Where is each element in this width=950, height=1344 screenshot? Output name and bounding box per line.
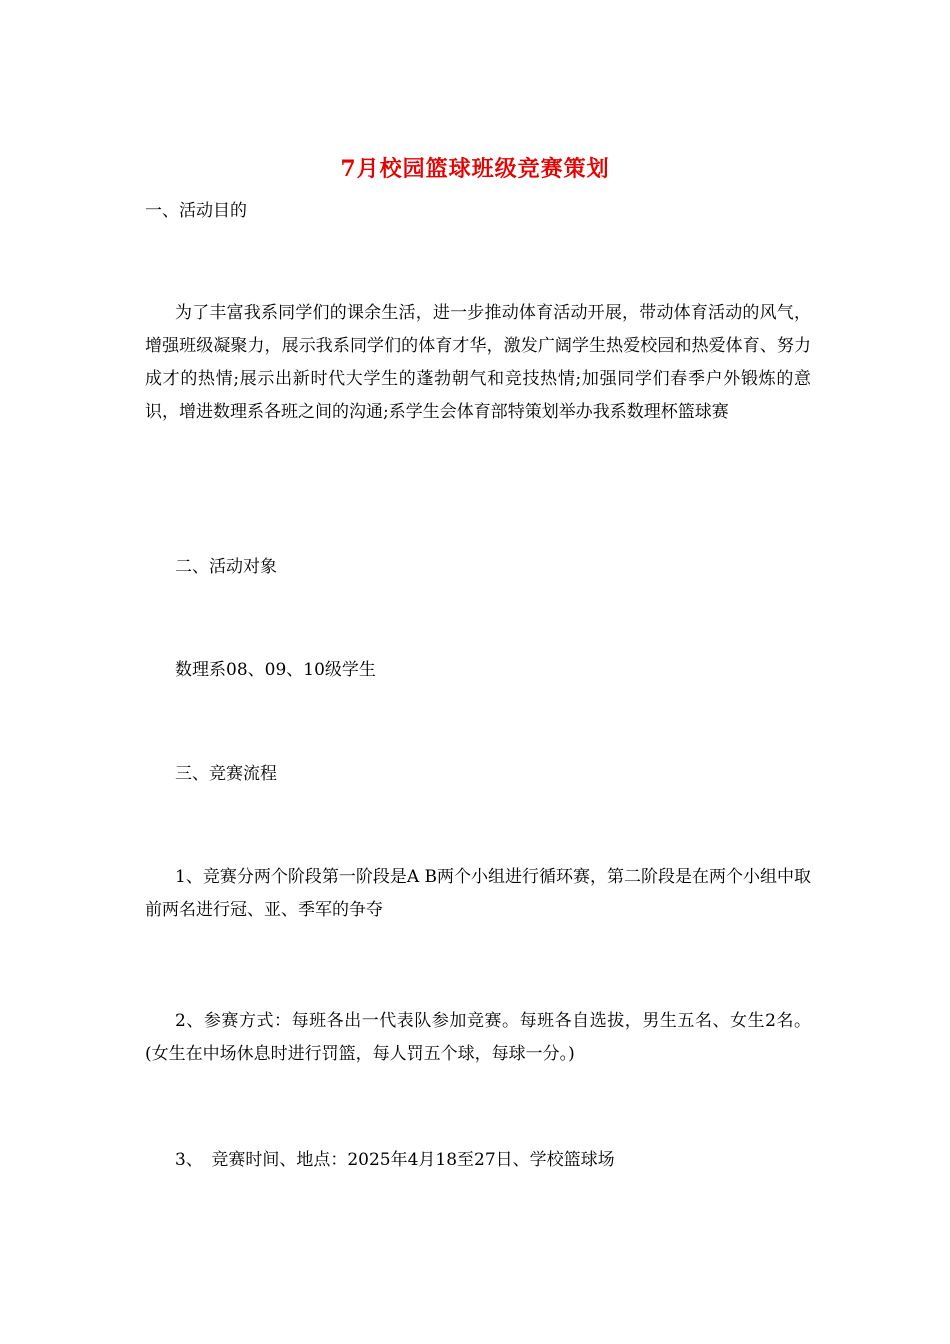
section-heading-purpose: 一、活动目的: [145, 201, 247, 221]
section-heading-participants: 二、活动对象: [175, 557, 277, 577]
process-item-3: 3、 竞赛时间、地点：2025年4月18至27日、学校篮球场: [175, 1150, 615, 1170]
process-item-2: 2、参赛方式：每班各出一代表队参加竞赛。每班各自选拔，男生五名、女生2名。(女生在中场休息时进行罚篮，每人罚五个球，每球一分。): [145, 1011, 811, 1064]
section-heading-process: 三、竞赛流程: [175, 764, 277, 784]
section-body-participants: 数理系08、09、10级学生: [175, 660, 376, 680]
document-title: 7月校园篮球班级竞赛策划: [340, 156, 610, 182]
section-body-purpose: 为了丰富我系同学们的课余生活，进一步推动体育活动开展，带动体育活动的风气，增强班级凝聚力，展示我系同学们的体育才华，激发广阔学生热爱校园和热爱体育、努力成才的热情;展示出新时代大学生的蓬勃朝气和竞技热情;加强同学们春季户外锻炼的意识，增进数理系各班之间的沟通;系学生会体育部特策划举办我系数理杯篮球赛: [145, 303, 811, 422]
process-item-1: 1、竞赛分两个阶段第一阶段是A B两个小组进行循环赛，第二阶段是在两个小组中取前两名进行冠、亚、季军的争夺: [145, 867, 811, 920]
